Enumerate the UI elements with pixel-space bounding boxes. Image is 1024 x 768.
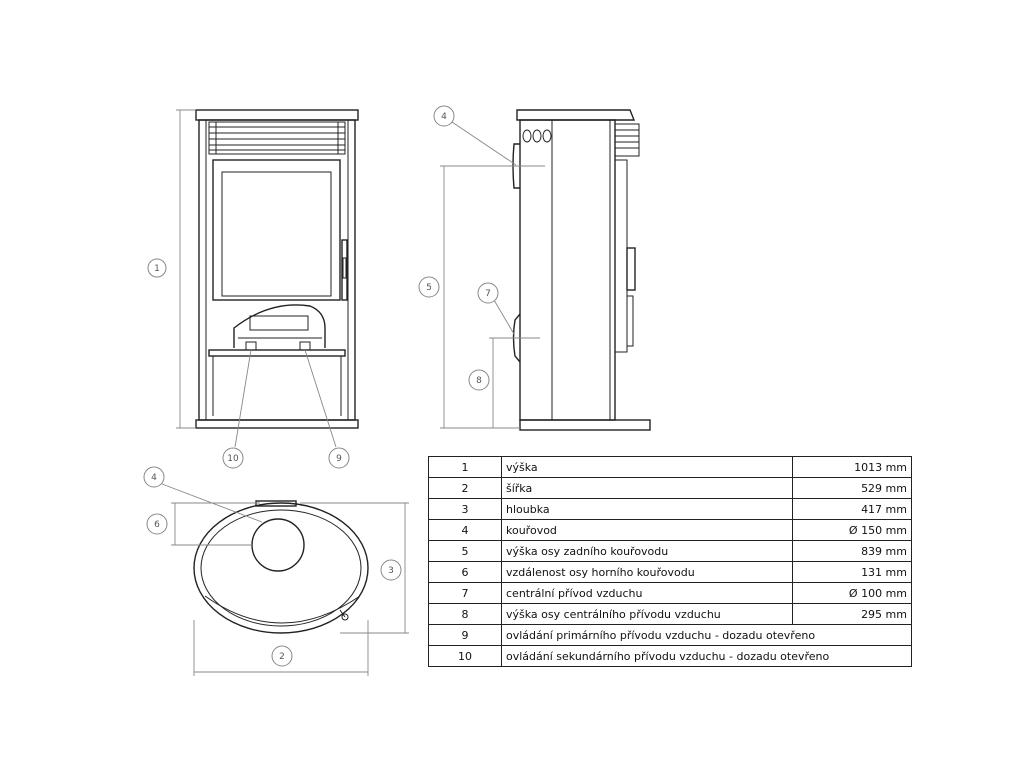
callout-8 [469,370,489,390]
table-row [429,646,912,667]
row-number: 1 [429,457,502,478]
side-grille [615,124,639,156]
table-row [429,541,912,562]
spec-table [428,456,912,667]
callout-8-label: 8 [476,376,482,386]
row-number: 4 [429,520,502,541]
row-number: 7 [429,583,502,604]
row-value: 529 mm [793,478,912,499]
callout-3-label: 3 [388,566,394,576]
callout-6-label: 6 [154,520,160,530]
table-row [429,457,912,478]
row-label: vzdálenost osy horního kouřovodu [502,562,793,583]
callout-4-side-label: 4 [441,112,447,122]
table-row [429,520,912,541]
row-value: 839 mm [793,541,912,562]
row-label: kouřovod [502,520,793,541]
row-label: ovládání sekundárního přívodu vzduchu - dozadu otevřeno [502,646,912,667]
table-row [429,604,912,625]
row-label: centrální přívod vzduchu [502,583,793,604]
row-value: 131 mm [793,562,912,583]
front-view [176,110,358,447]
row-label: ovládání primárního přívodu vzduchu - dozadu otevřeno [502,625,912,646]
callout-10 [223,448,243,468]
row-value: 1013 mm [793,457,912,478]
callout-1 [148,259,166,277]
table-row [429,625,912,646]
callout-9-label: 9 [336,454,342,464]
callout-9 [329,448,349,468]
callout-1-label: 1 [154,264,160,274]
row-number: 9 [429,625,502,646]
callout-3 [381,560,401,580]
callout-2 [272,646,292,666]
row-number: 8 [429,604,502,625]
table-row [429,583,912,604]
callout-4-top [144,467,164,487]
row-value: 295 mm [793,604,912,625]
callout-7 [478,283,498,303]
callout-4-top-label: 4 [151,473,157,483]
row-label: výška [502,457,793,478]
row-number: 3 [429,499,502,520]
row-label: výška osy zadního kouřovodu [502,541,793,562]
table-row [429,478,912,499]
row-number: 10 [429,646,502,667]
table-row [429,562,912,583]
front-grille [209,122,345,154]
row-value: 417 mm [793,499,912,520]
callout-5 [419,277,439,297]
callout-6 [147,514,167,534]
table-row [429,499,912,520]
callout-7-label: 7 [485,289,491,299]
callout-2-label: 2 [279,652,285,662]
row-number: 6 [429,562,502,583]
callout-4-side [434,106,454,126]
row-label: výška osy centrálního přívodu vzduchu [502,604,793,625]
row-number: 2 [429,478,502,499]
row-number: 5 [429,541,502,562]
row-label: šířka [502,478,793,499]
callout-10-label: 10 [227,454,239,464]
row-value: Ø 150 mm [793,520,912,541]
row-label: hloubka [502,499,793,520]
row-value: Ø 100 mm [793,583,912,604]
callout-5-label: 5 [426,283,432,293]
